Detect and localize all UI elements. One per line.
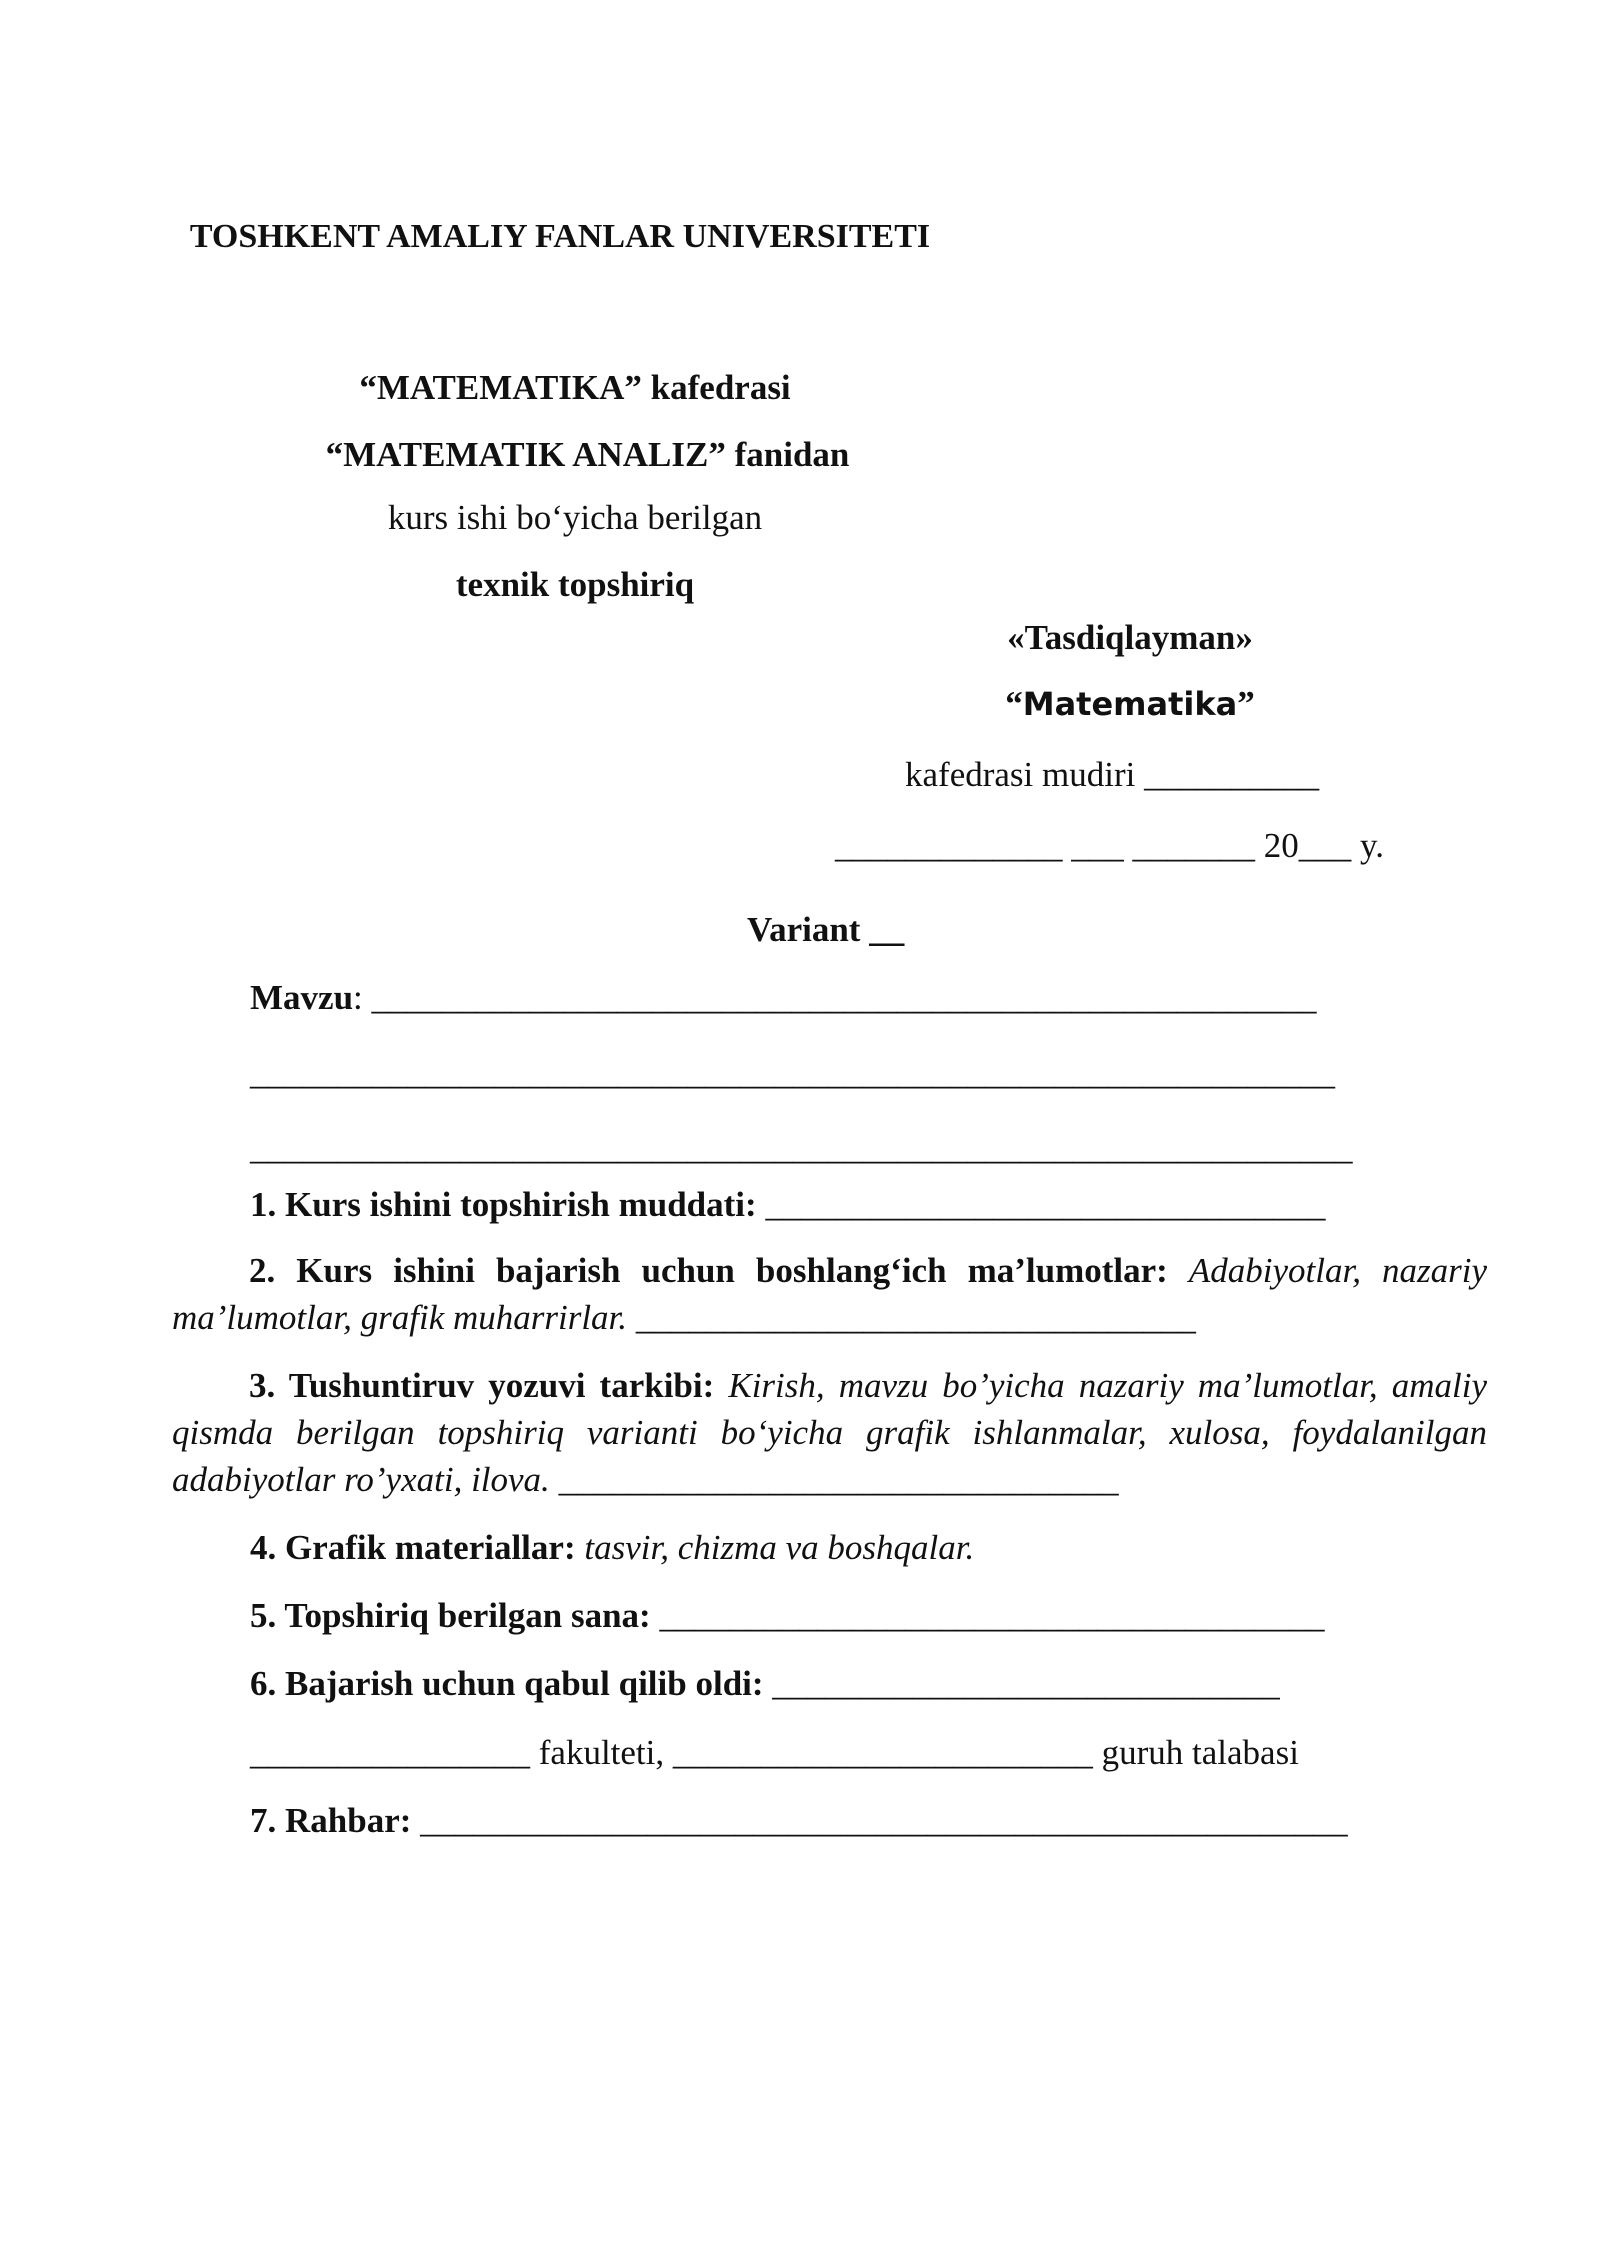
item-2 (172, 1247, 1487, 1341)
item-2-label: 2. Kurs ishini bajarish uchun boshlang‘ich ma’lumotlar: (249, 1251, 1168, 1290)
topic-blank-3: _______________________________________________________________ (250, 1128, 1353, 1167)
topic-blank-2: ______________________________________________________________ (250, 1053, 1335, 1092)
group-label: guruh talabasi (1101, 1733, 1299, 1772)
faculty-group-line (250, 1735, 1299, 1770)
subtitle-text: kurs ishi bo‘yicha berilgan (387, 498, 763, 537)
quote-open: “ (1005, 684, 1023, 723)
head-signature-line: kafedrasi mudiri __________ (905, 755, 1320, 794)
quote-close: ” (1237, 684, 1255, 723)
university-name: TOSHKENT AMALIY FANLAR UNIVERSITETI (189, 218, 931, 255)
item-3 (172, 1362, 1487, 1503)
group-blank: ________________________ (672, 1733, 1093, 1772)
item-6 (250, 1666, 1280, 1701)
item-1-blank: ________________________________ (765, 1185, 1326, 1224)
item-5-blank: ______________________________________ (659, 1596, 1325, 1635)
item-3-blank: ________________________________ (558, 1460, 1119, 1499)
item-1 (250, 1187, 1325, 1222)
item-5-label: 5. Topshiriq berilgan sana: (250, 1596, 651, 1635)
item-5 (250, 1598, 1324, 1633)
topic-blank-1: ______________________________________________________ (371, 978, 1317, 1017)
item-2-text: Adabiyotlar, nazariy ma’lumotlar, grafik muharrirlar. (172, 1251, 1488, 1337)
item-4 (250, 1530, 974, 1565)
item-7 (250, 1803, 1348, 1838)
item-7-blank: _____________________________________________________ (420, 1801, 1348, 1840)
item-3-label: 3. Tushuntiruv yozuvi tarkibi: (249, 1366, 715, 1405)
approval-date-line: _____________ ___ _______ 20___ y. (835, 826, 1384, 865)
approval-dept-name: Matematika (1022, 685, 1238, 723)
topic-colon: : (353, 978, 363, 1017)
approval-department (950, 686, 1310, 721)
approval-title: «Tasdiqlayman» (1007, 618, 1253, 657)
department-title: “MATEMATIKA” kafedrasi (359, 368, 791, 407)
item-7-label: 7. Rahbar: (250, 1801, 412, 1840)
item-4-text: tasvir, chizma va boshqalar. (584, 1528, 975, 1567)
topic-label: Mavzu (250, 978, 354, 1017)
subject-title: “MATEMATIK ANALIZ” fanidan (325, 435, 850, 474)
item-6-label: 6. Bajarish uchun qabul qilib oldi: (250, 1664, 764, 1703)
topic-row (250, 980, 1317, 1015)
faculty-blank: ________________ (250, 1733, 530, 1772)
item-3-text: Kirish, mavzu bo’yicha nazariy ma’lumotlar, amaliy qismda berilgan topshiriq varianti bo‘yicha grafik ishlanmalar, xulosa, foydalanilgan adabiyotlar ro’yxati, ilova. (172, 1366, 1488, 1499)
item-6-blank: _____________________________ (772, 1664, 1280, 1703)
faculty-label: fakulteti, (538, 1733, 665, 1772)
item-4-label: 4. Grafik materiallar: (250, 1528, 576, 1567)
variant-label: Variant __ (747, 910, 905, 949)
item-2-blank: ________________________________ (635, 1298, 1196, 1337)
document-type: texnik topshiriq (455, 565, 695, 604)
item-1-label: 1. Kurs ishini topshirish muddati: (250, 1185, 757, 1224)
